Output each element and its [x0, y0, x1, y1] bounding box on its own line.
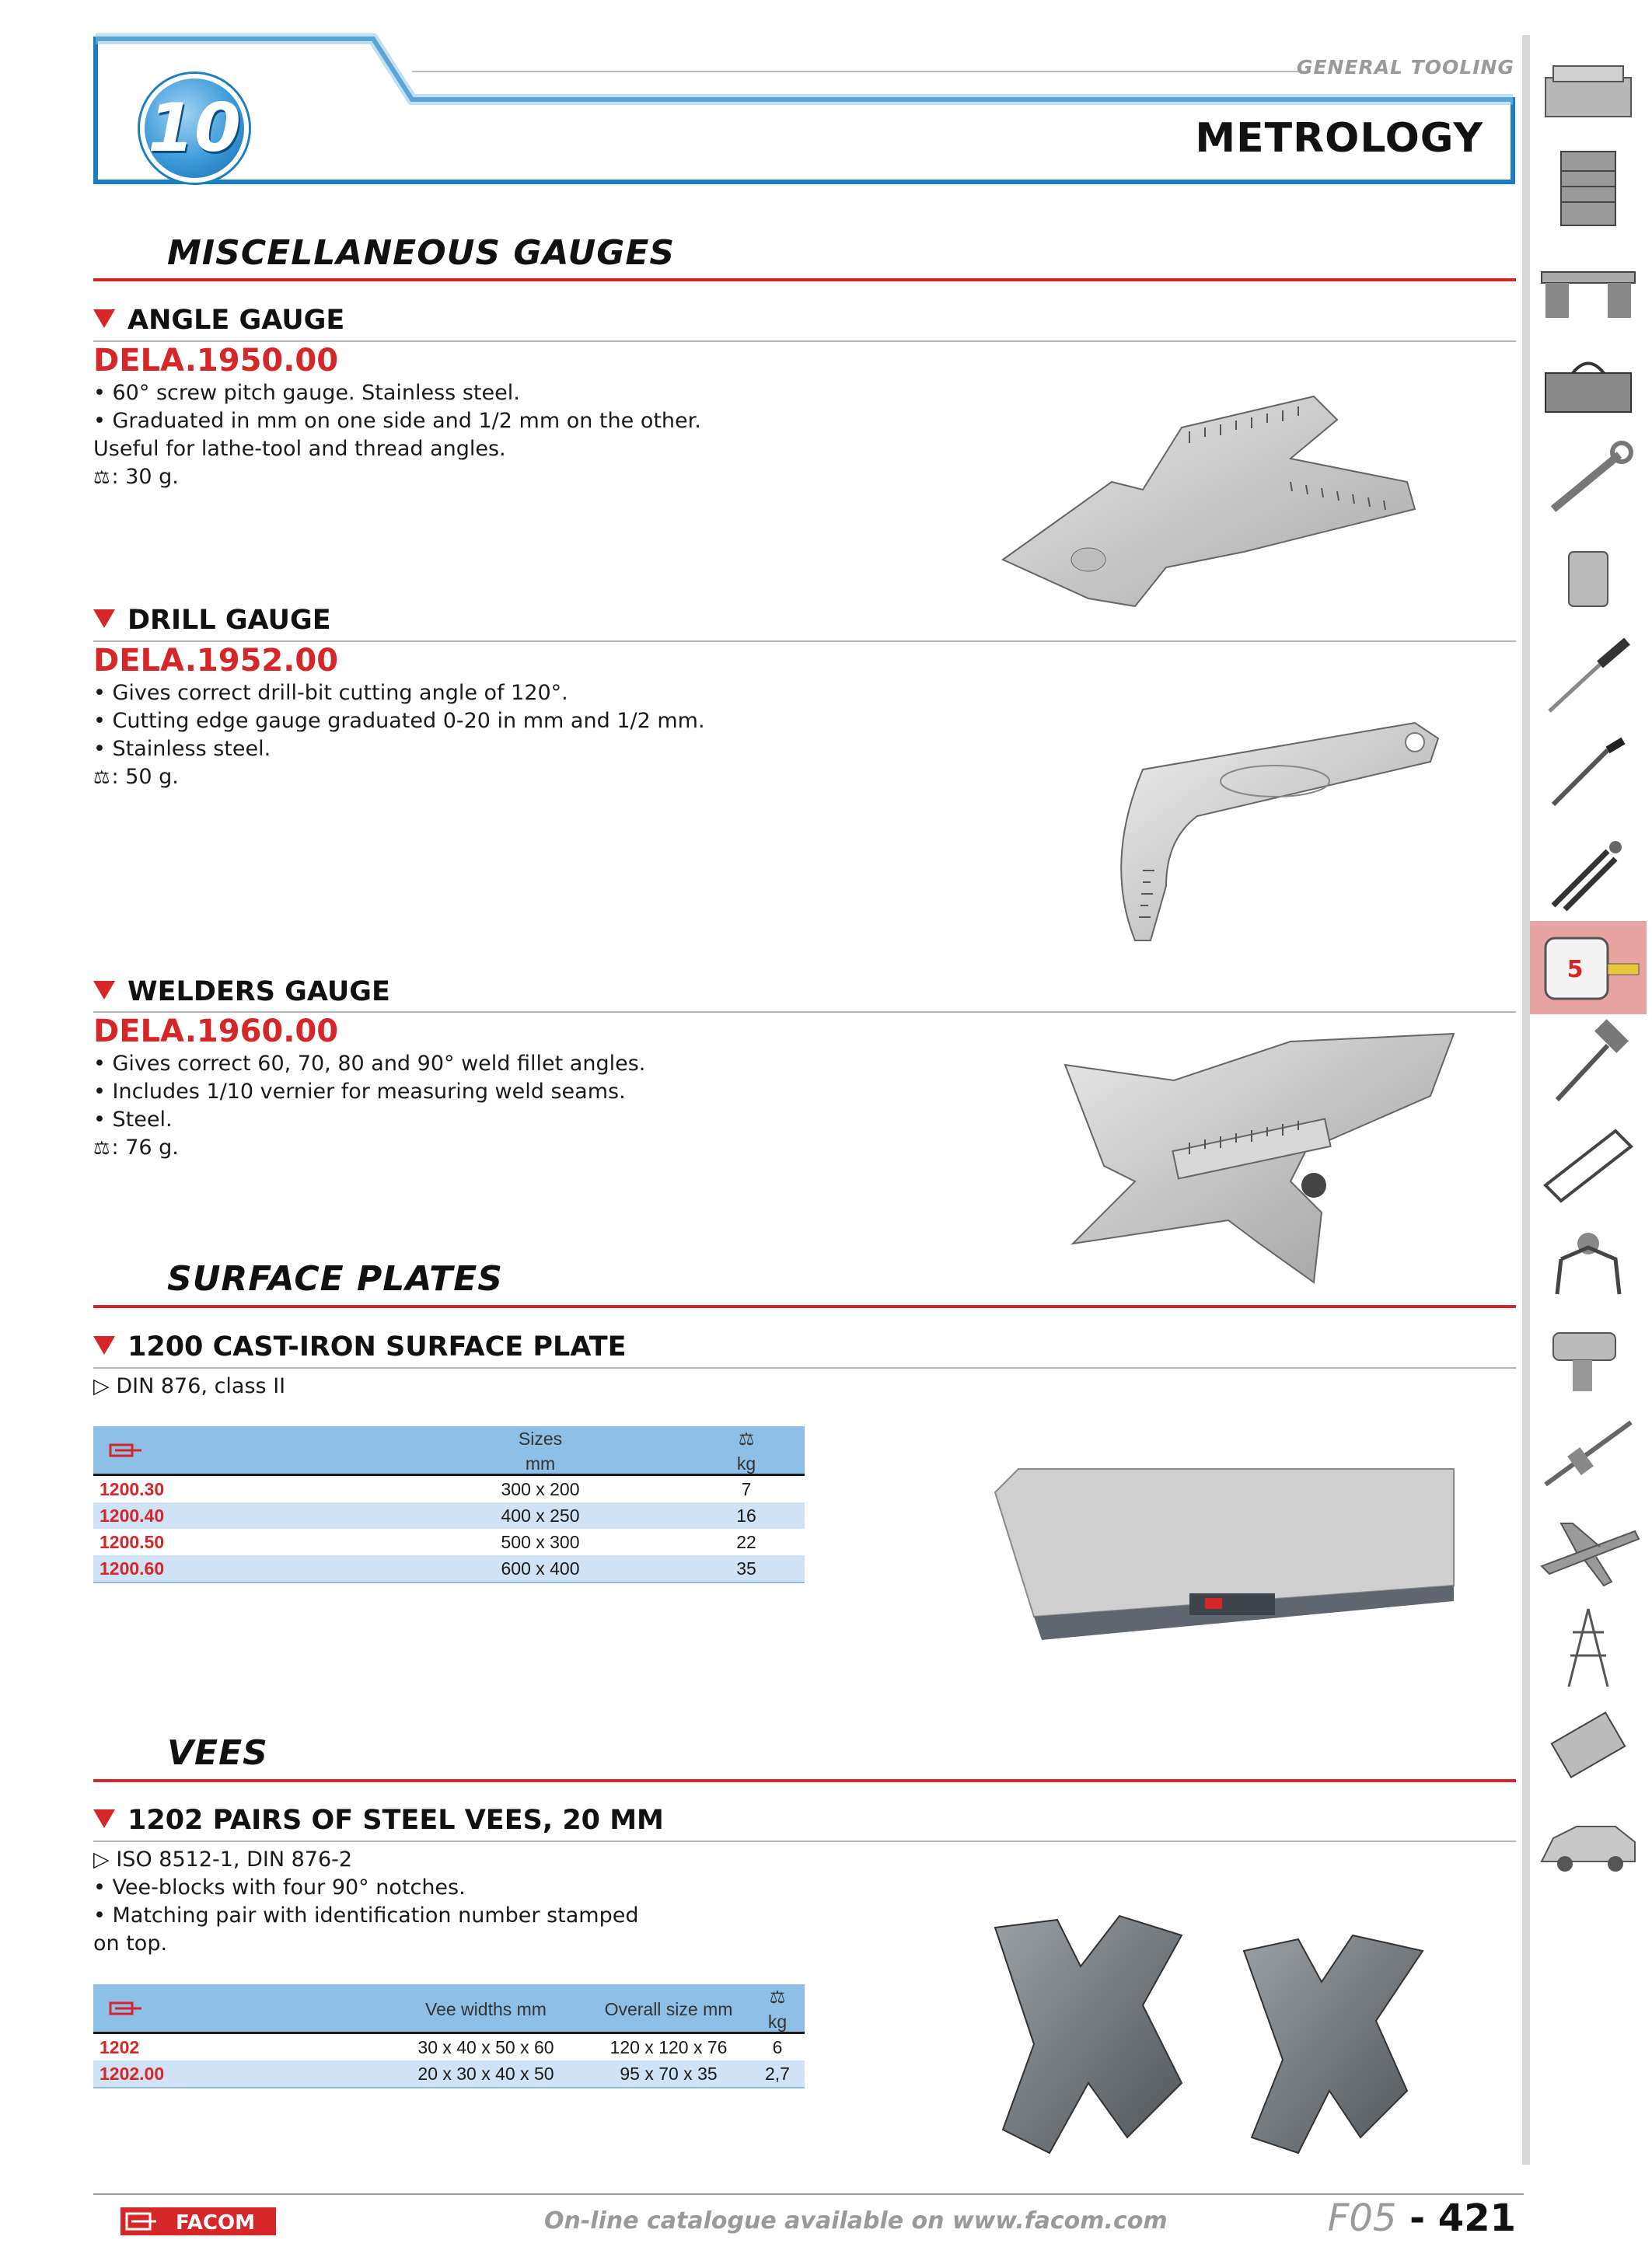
drill-gauge-image [1073, 707, 1446, 956]
table-header [93, 1426, 805, 1476]
weight-scale-icon: ⚖ [93, 466, 110, 488]
super-title: GENERAL TOOLING [1296, 56, 1514, 79]
page-title: METROLOGY [1195, 115, 1483, 162]
product-rule [93, 1367, 1516, 1369]
surface-plate-image [987, 1461, 1462, 1648]
triangle-marker-icon [93, 1336, 115, 1355]
col-vee-widths: Vee widths mm [425, 1999, 547, 2019]
section-rule [93, 1779, 1516, 1782]
thumb-impact-wrench[interactable] [1530, 1310, 1647, 1403]
col-overall-size: Overall size mm [604, 1999, 733, 2019]
product-title-welders: WELDERS GAUGE [93, 976, 390, 1007]
col-weight-unit: kg [736, 1453, 756, 1474]
page-reference: F05 - 421 [1327, 2196, 1516, 2240]
thumb-key[interactable] [1530, 727, 1647, 820]
table-row: 1200.50 500 x 300 22 [100, 1532, 756, 1552]
col-sizes: Sizes [518, 1429, 563, 1449]
thumb-caliper[interactable] [1530, 1407, 1647, 1500]
facom-logo [120, 2207, 276, 2235]
product-standard-plate: ▷ DIN 876, class II [93, 1374, 286, 1398]
section-title-surface: SURFACE PLATES [167, 1259, 503, 1299]
sidebar-divider [1522, 35, 1530, 2165]
thumb-measuring-tape-active[interactable] [1530, 921, 1647, 1014]
section-rule [93, 1305, 1516, 1308]
vees-table [93, 1984, 805, 2088]
product-ref-drill: DELA.1952.00 [93, 643, 339, 679]
page-number: 421 [1437, 2196, 1516, 2240]
thumb-roller-cabinet[interactable] [1530, 144, 1647, 237]
product-rule [93, 640, 1516, 642]
product-rule [93, 1011, 1516, 1013]
section-rule [93, 278, 1516, 281]
triangle-marker-icon [93, 1809, 115, 1828]
section-title-misc: MISCELLANEOUS GAUGES [167, 233, 676, 273]
weight-scale-icon: ⚖ [93, 1137, 110, 1159]
triangle-marker-icon [93, 609, 115, 628]
col-weight-unit: kg [767, 2012, 788, 2032]
product-title-angle: ANGLE GAUGE [93, 305, 344, 336]
product-ref-angle: DELA.1950.00 [93, 343, 339, 379]
thumb-puller[interactable] [1530, 1213, 1647, 1306]
chapter-number: 10 [148, 89, 241, 167]
steel-vees-image [987, 1904, 1454, 2169]
table-row: 1202.00 20 x 30 x 40 x 50 95 x 70 x 35 2,7 [93, 2060, 805, 2087]
weight-scale-icon: ⚖ [93, 766, 110, 788]
product-title-drill: DRILL GAUGE [93, 605, 331, 636]
footer-rule [93, 2193, 1524, 2195]
product-rule [93, 340, 1516, 342]
product-rule [93, 1841, 1516, 1842]
thumb-wrench[interactable] [1530, 435, 1647, 529]
triangle-marker-icon [93, 981, 115, 1000]
thumb-toolbox[interactable] [1530, 338, 1647, 431]
product-desc-vees: ▷ ISO 8512-1, DIN 876-2 • Vee-blocks with four 90° notches. • Matching pair with identification number stamped on top. [93, 1848, 639, 1956]
facom-ref-icon [109, 1443, 143, 1457]
thumb-socket[interactable] [1530, 532, 1647, 626]
product-desc-angle: • 60° screw pitch gauge. Stainless steel. • Graduated in mm on one side and 1/2 mm on the other. Useful for lathe-tool and thread angles. ⚖: 30 g. [93, 379, 701, 491]
table-row: 1202 30 x 40 x 50 x 60 120 x 120 x 76 6 [100, 2037, 783, 2057]
product-title-vees: 1202 PAIRS OF STEEL VEES, 20 MM [93, 1805, 664, 1836]
table-row: 1200.40 400 x 250 16 [93, 1502, 805, 1529]
thumb-car[interactable] [1530, 1795, 1647, 1889]
thumb-tool-chest[interactable] [1530, 47, 1647, 140]
thumb-aircraft[interactable] [1530, 1504, 1647, 1597]
thumb-screwdriver[interactable] [1530, 630, 1647, 723]
product-ref-welders: DELA.1960.00 [93, 1014, 339, 1049]
table-header [93, 1984, 805, 2034]
svg-text:FACOM: FACOM [176, 2211, 255, 2235]
product-title-plate: 1200 CAST-IRON SURFACE PLATE [93, 1331, 626, 1363]
thumb-pliers[interactable] [1530, 824, 1647, 917]
thumb-chip[interactable] [1530, 1698, 1647, 1792]
welders-gauge-image [1057, 1026, 1462, 1306]
facom-ref-icon [109, 2001, 143, 2015]
weight-scale-icon: ⚖ [769, 1987, 786, 2007]
thumb-workbench[interactable] [1530, 241, 1647, 334]
product-desc-welders: • Gives correct 60, 70, 80 and 90° weld fillet angles. • Includes 1/10 vernier for measuring weld seams. • Steel. ⚖: 76 g. [93, 1050, 645, 1162]
col-sizes-unit: mm [525, 1453, 556, 1474]
catalogue-code: F05 [1327, 2196, 1397, 2240]
section-title-vees: VEES [167, 1733, 268, 1773]
angle-gauge-image [995, 373, 1430, 622]
thumb-hacksaw[interactable] [1530, 1115, 1647, 1209]
table-row: 1200.60 600 x 400 35 [93, 1555, 805, 1582]
weight-scale-icon: ⚖ [738, 1429, 755, 1449]
online-catalogue-text: On-line catalogue available on www.facom.com [544, 2207, 1168, 2235]
thumb-pylon[interactable] [1530, 1601, 1647, 1694]
thumb-hammer[interactable] [1530, 1018, 1647, 1111]
table-row: 1200.30 300 x 200 7 [100, 1479, 752, 1499]
product-desc-drill: • Gives correct drill-bit cutting angle of 120°. • Cutting edge gauge graduated 0-20 in mm and 1/2 mm. • Stainless steel. ⚖: 50 g. [93, 679, 705, 791]
active-badge: 5 [1566, 956, 1584, 983]
surface-plate-table [93, 1426, 805, 1583]
chapter-badge [140, 74, 249, 183]
triangle-marker-icon [93, 309, 115, 328]
